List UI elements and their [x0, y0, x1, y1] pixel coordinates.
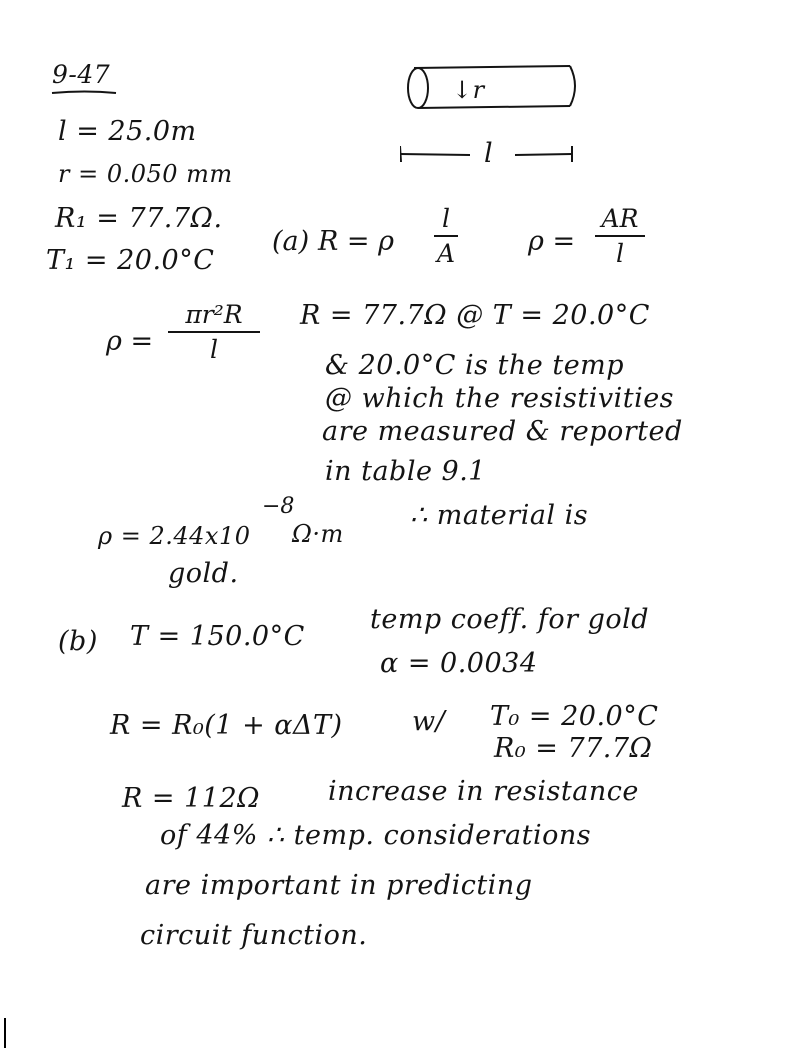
- resistivity-result: ρ = 2.44x10: [98, 522, 251, 550]
- alpha-value: α = 0.0034: [380, 648, 538, 679]
- note-line-1: R = 77.7Ω @ T = 20.0°C: [300, 300, 650, 331]
- resistivity-unit: Ω·m: [292, 520, 344, 548]
- given-resistance: R₁ = 77.7Ω.: [55, 203, 223, 234]
- part-b-label: (b): [58, 626, 98, 657]
- fraction-bar: [595, 235, 645, 237]
- length-label: l: [484, 138, 494, 169]
- scan-edge-mark: [4, 1018, 6, 1048]
- rho-expanded-fraction: [168, 302, 260, 362]
- temp-resistance-formula: R = R₀(1 + αΔT): [110, 710, 343, 741]
- rho-expanded-lhs: ρ =: [106, 326, 154, 357]
- given-temperature: T₁ = 20.0°C: [46, 245, 215, 276]
- given-radius: r = 0.050 mm: [58, 160, 233, 188]
- fraction-denominator: l: [616, 239, 624, 268]
- fraction-bar: [168, 331, 260, 333]
- note-line-3: @ which the resistivities: [325, 383, 675, 414]
- problem-number: 9-47: [52, 60, 111, 89]
- temp-coeff-label: temp coeff. for gold: [370, 604, 650, 635]
- fraction-numerator: AR: [601, 204, 639, 233]
- problem-number-underline: [50, 88, 120, 98]
- resistance-formula-lhs: R = ρ: [318, 226, 394, 257]
- with-label: w/: [412, 706, 446, 737]
- final-resistance: R = 112Ω: [122, 783, 261, 814]
- resistivity-exponent: −8: [262, 494, 295, 519]
- part-b-temperature: T = 150.0°C: [130, 621, 305, 652]
- summary-line-3: circuit function.: [140, 920, 368, 951]
- initial-temperature: T₀ = 20.0°C: [490, 701, 659, 732]
- fraction-bar: [434, 235, 458, 237]
- part-a-label: (a): [272, 226, 310, 257]
- conclusion-text: ∴ material is: [410, 500, 589, 531]
- increase-note: increase in resistance: [328, 776, 639, 807]
- given-length: l = 25.0m: [58, 116, 197, 147]
- rho-formula-fraction: [595, 206, 645, 266]
- radius-label: ↓r: [452, 76, 485, 104]
- fraction-denominator: A: [436, 239, 456, 268]
- fraction-denominator: l: [210, 335, 218, 364]
- fraction-numerator: l: [442, 204, 450, 233]
- fraction-numerator: πr²R: [185, 300, 243, 329]
- initial-resistance: R₀ = 77.7Ω: [494, 733, 653, 764]
- resistance-formula-fraction: [434, 206, 458, 266]
- conclusion-gold: gold.: [168, 558, 239, 589]
- rho-formula-lhs: ρ =: [528, 226, 576, 257]
- note-line-2: & 20.0°C is the temp: [325, 350, 625, 381]
- summary-line-1: of 44% ∴ temp. considerations: [160, 820, 592, 851]
- summary-line-2: are important in predicting: [145, 870, 533, 901]
- note-line-5: in table 9.1: [325, 456, 486, 487]
- note-line-4: are measured & reported: [322, 416, 683, 447]
